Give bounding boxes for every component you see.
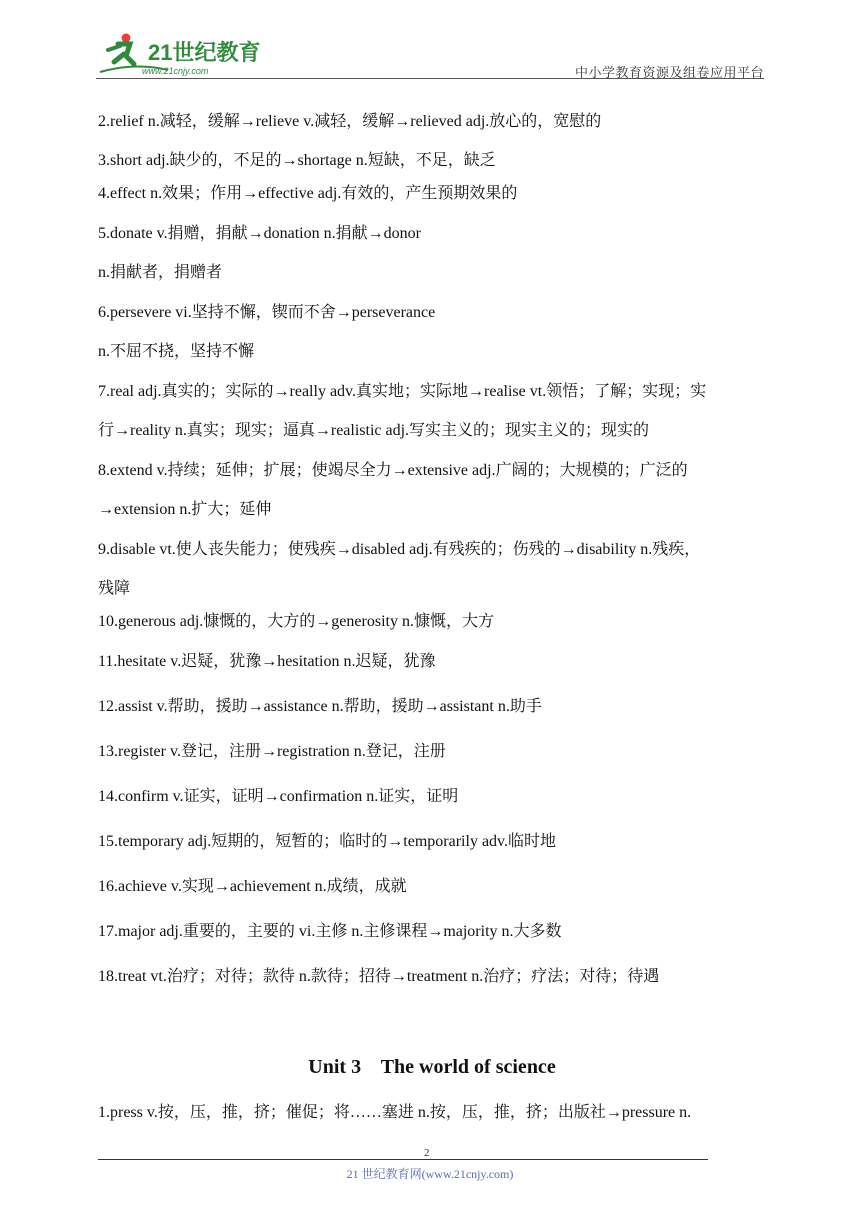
svg-text:21世纪教育: 21世纪教育 [148, 40, 261, 65]
footer-site-link[interactable]: 21 世纪教育网(www.21cnjy.com) [346, 1167, 514, 1181]
vocab-line: 14.confirm v.证实，证明→confirmation n.证实，证明 [98, 788, 459, 805]
vocab-line: 4.effect n.效果；作用→effective adj.有效的，产生预期效果的 [98, 185, 518, 202]
vocab-line: n.不屈不挠，坚持不懈 [98, 343, 255, 360]
footer-divider [98, 1159, 708, 1160]
vocab-line: 2.relief n.减轻，缓解→relieve v.减轻，缓解→relieved adj.放心的，宽慰的 [98, 113, 602, 130]
vocab-line: 10.generous adj.慷慨的，大方的→generosity n.慷慨，大方 [98, 613, 494, 630]
vocab-line: 18.treat vt.治疗；对待；款待 n.款待；招待→treatment n.治疗；疗法；对待；待遇 [98, 968, 660, 985]
vocab-line: 17.major adj.重要的，主要的 vi.主修 n.主修课程→majority n.大多数 [98, 923, 562, 940]
vocab-line: 6.persevere vi.坚持不懈，锲而不舍→perseverance [98, 304, 436, 321]
vocab-line: 9.disable vt.使人丧失能力；使残疾→disabled adj.有残疾的；伤残的→disability n.残疾， [98, 541, 701, 558]
vocab-line: 15.temporary adj.短期的，短暂的；临时的→temporarily adv.临时地 [98, 833, 557, 850]
vocab-line: 11.hesitate v.迟疑，犹豫→hesitation n.迟疑，犹豫 [98, 653, 436, 670]
vocab-line: 1.press v.按，压，推，挤；催促；将……塞进 n.按，压，推，挤；出版社→pressure n. [98, 1104, 692, 1121]
vocab-line: 8.extend v.持续；延伸；扩展；使竭尽全力→extensive adj.广阔的；大规模的；广泛的 [98, 462, 688, 479]
vocab-line: 行→reality n.真实；现实；逼真→realistic adj.写实主义的；现实主义的；现实的 [98, 422, 650, 439]
vocab-line: →extension n.扩大；延伸 [98, 501, 272, 518]
vocab-line: 7.real adj.真实的；实际的→really adv.真实地；实际地→realise vt.领悟；了解；实现；实 [98, 383, 707, 400]
platform-name: 中小学教育资源及组卷应用平台 [574, 65, 764, 80]
vocab-line: n.捐献者，捐赠者 [98, 264, 223, 281]
svg-text:www.21cnjy.com: www.21cnjy.com [142, 66, 209, 76]
logo-21cnjy [96, 32, 266, 76]
vocab-line: 5.donate v.捐赠，捐献→donation n.捐献→donor [98, 225, 421, 242]
header-divider [96, 78, 764, 79]
vocab-line: 12.assist v.帮助，援助→assistance n.帮助，援助→assistant n.助手 [98, 698, 542, 715]
page-number: 2 [424, 1147, 430, 1159]
vocab-line: 残障 [98, 580, 131, 597]
page-header [96, 30, 764, 78]
unit-title: Unit 3 The world of science [308, 1056, 556, 1078]
vocab-line: 3.short adj.缺少的，不足的→shortage n.短缺，不足，缺乏 [98, 152, 496, 169]
vocab-line: 16.achieve v.实现→achievement n.成绩，成就 [98, 878, 407, 895]
vocab-line: 13.register v.登记，注册→registration n.登记，注册 [98, 743, 446, 760]
